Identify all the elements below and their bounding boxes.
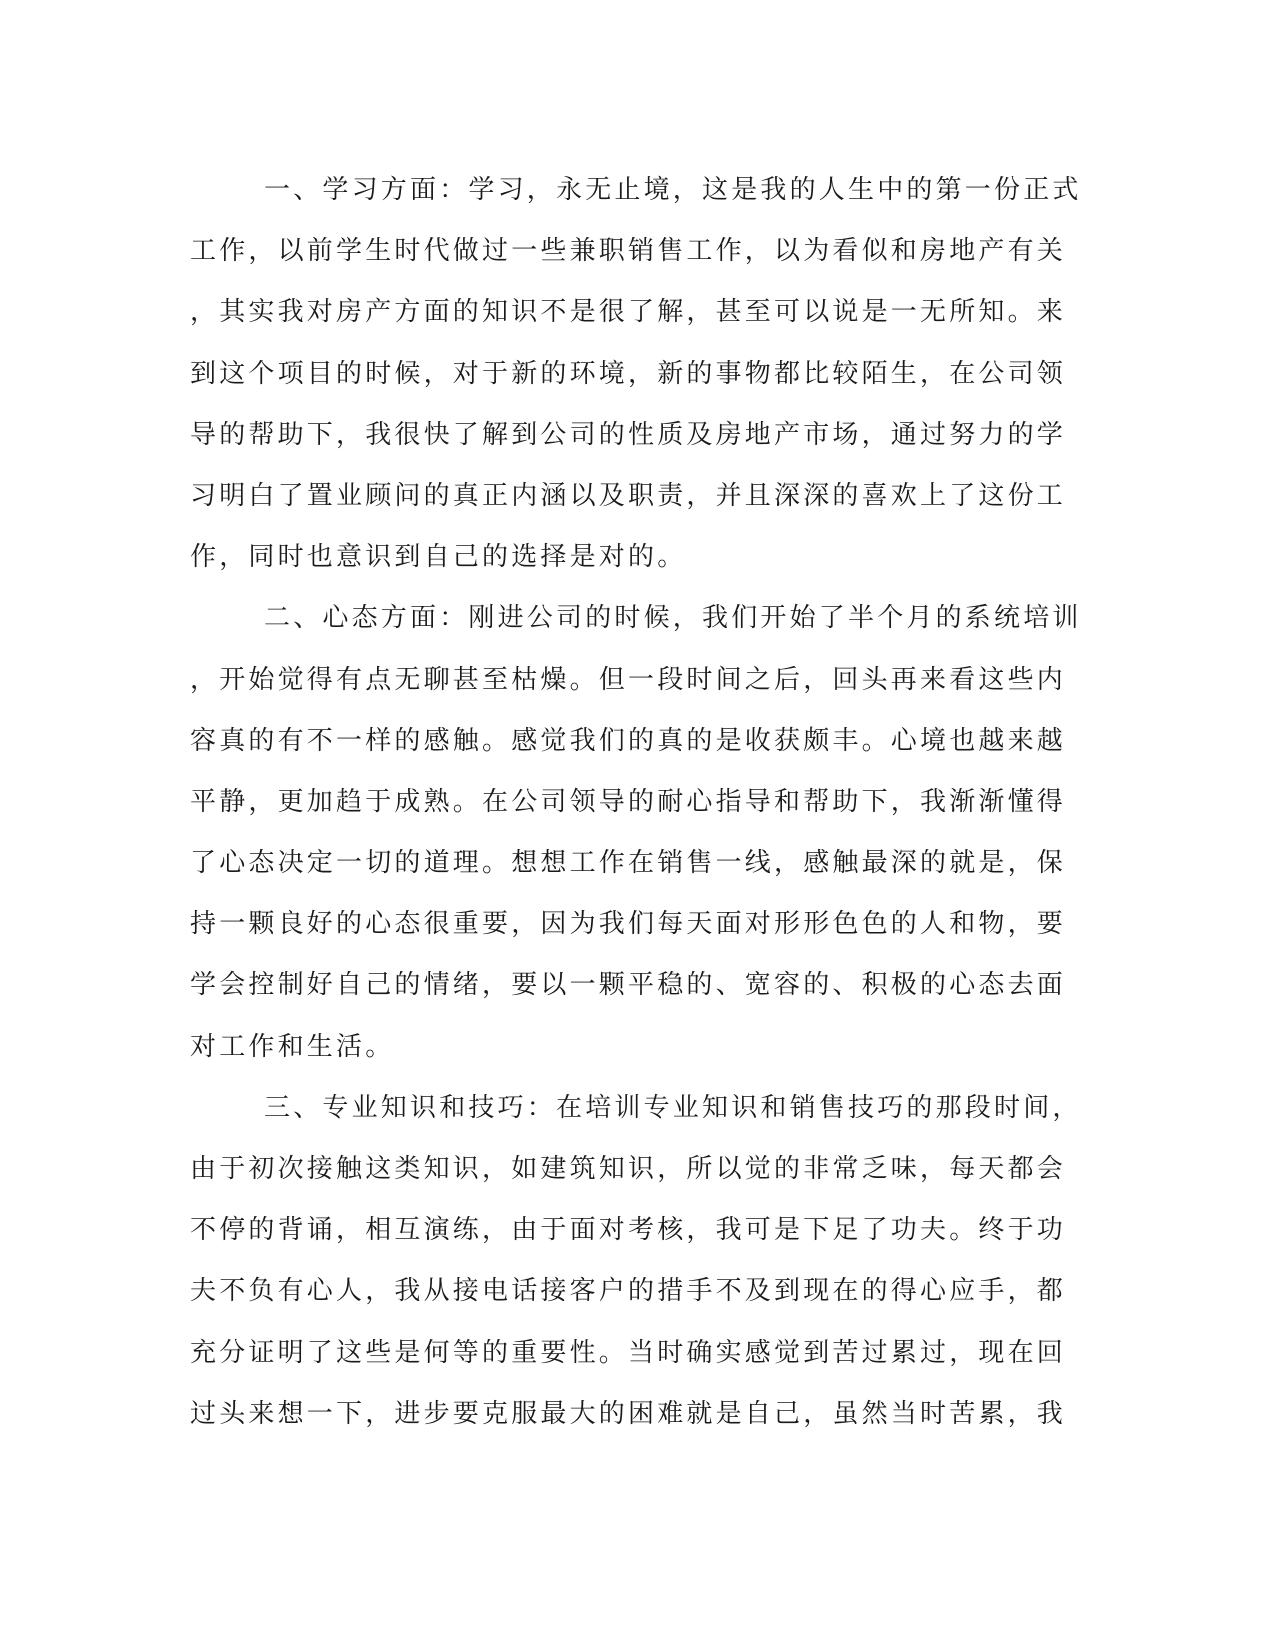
text-line: 由于初次接触这类知识，如建筑知识，所以觉的非常乏味，每天都会	[190, 1154, 1067, 1184]
text-line: 持一颗良好的心态很重要，因为我们每天面对形形色色的人和物，要	[190, 909, 1067, 940]
text-line: ，其实我对房产方面的知识不是很了解，甚至可以说是一无所知。来	[190, 297, 1067, 328]
text-line: 习明白了置业顾问的真正内涵以及职责，并且深深的喜欢上了这份工	[190, 480, 1067, 511]
text-line: 夫不负有心人，我从接电话接客户的措手不及到现在的得心应手，都	[190, 1276, 1067, 1307]
text-line: 不停的背诵，相互演练，由于面对考核，我可是下足了功夫。终于功	[190, 1215, 1067, 1246]
text-line: 平静，更加趋于成熟。在公司领导的耐心指导和帮助下，我渐渐懂得	[190, 786, 1067, 817]
text-line: 学会控制好自己的情绪，要以一颗平稳的、宽容的、积极的心态去面	[190, 970, 1067, 1001]
paragraph-professional-skills	[190, 1078, 1082, 1445]
paragraph-study	[190, 160, 1082, 588]
text-line: 工作，以前学生时代做过一些兼职销售工作，以为看似和房地产有关	[190, 236, 1067, 267]
text-line: 容真的有不一样的感触。感觉我们的真的是收获颇丰。心境也越来越	[190, 725, 1067, 756]
text-line: 作，同时也意识到自己的选择是对的。	[190, 542, 687, 573]
text-line: 对工作和生活。	[190, 1031, 395, 1062]
text-line: 导的帮助下，我很快了解到公司的性质及房地产市场，通过努力的学	[190, 419, 1067, 450]
text-line: 三、专业知识和技巧：在培训专业知识和销售技巧的那段时间，	[264, 1092, 1082, 1123]
text-line: 充分证明了这些是何等的重要性。当时确实感觉到苦过累过，现在回	[190, 1337, 1067, 1368]
text-line: 一、学习方面：学习，永无止境，这是我的人生中的第一份正式	[264, 175, 1082, 205]
text-line: ，开始觉得有点无聊甚至枯燥。但一段时间之后，回头再来看这些内	[190, 664, 1067, 695]
document-body	[190, 160, 1082, 1445]
text-line: 到这个项目的时候，对于新的环境，新的事物都比较陌生，在公司领	[190, 358, 1067, 389]
text-line: 过头来想一下，进步要克服最大的困难就是自己，虽然当时苦累，我	[190, 1398, 1067, 1429]
paragraph-mindset	[190, 588, 1082, 1078]
text-line: 二、心态方面：刚进公司的时候，我们开始了半个月的系统培训	[264, 603, 1082, 634]
text-line: 了心态决定一切的道理。想想工作在销售一线，感触最深的就是，保	[190, 848, 1067, 879]
